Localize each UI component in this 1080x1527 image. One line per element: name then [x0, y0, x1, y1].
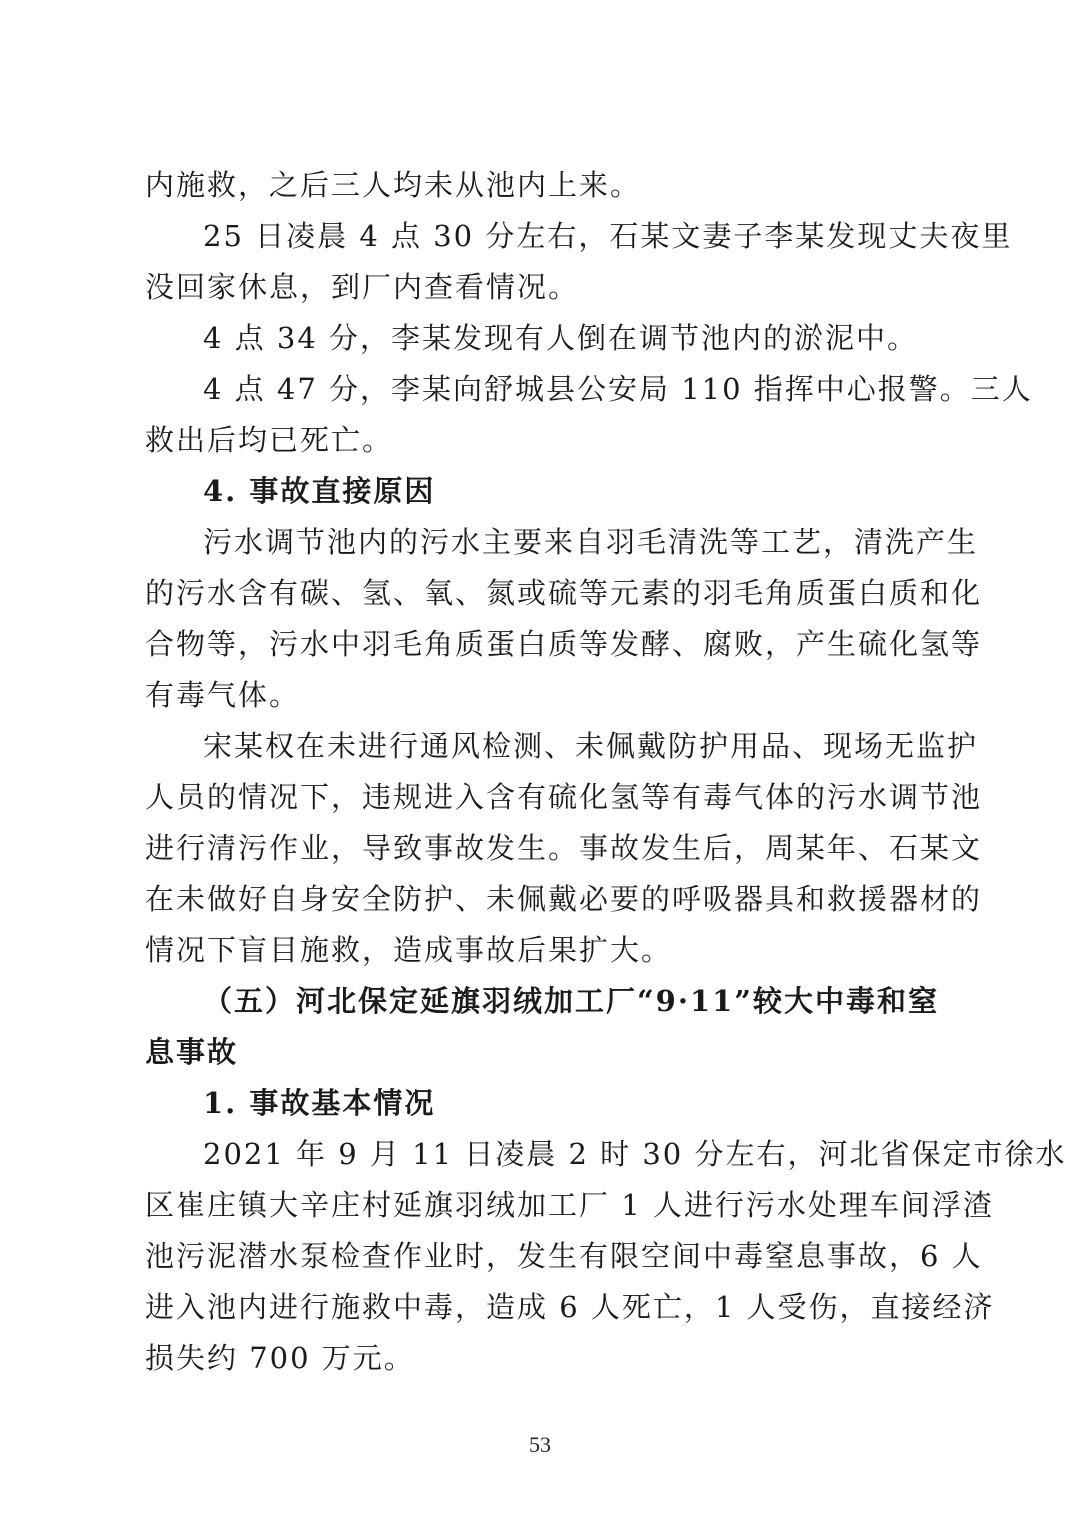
text-line: 损失约 700 万元。	[145, 1341, 415, 1375]
text-line: 没回家休息，到厂内查看情况。	[145, 270, 580, 304]
text-line: 池污泥潜水泵检查作业时，发生有限空间中毒窒息事故，6 人	[145, 1239, 983, 1273]
text-line: 情况下盲目施救，造成事故后果扩大。	[145, 933, 673, 967]
text-line: 内施救，之后三人均未从池内上来。	[145, 168, 642, 202]
text-line: 合物等，污水中羽毛角质蛋白质等发酵、腐败，产生硫化氢等	[145, 627, 983, 661]
text-line: 进行清污作业，导致事故发生。事故发生后，周某年、石某文	[145, 831, 983, 865]
text-line: 在未做好自身安全防护、未佩戴必要的呼吸器具和救援器材的	[145, 882, 983, 916]
document-body	[145, 160, 1067, 1384]
section-heading-line: 息事故	[145, 1035, 239, 1069]
text-line: 宋某权在未进行通风检测、未佩戴防护用品、现场无监护	[203, 729, 979, 763]
section-heading-line: （五）河北保定延旗羽绒加工厂“9·11”较大中毒和窒	[203, 984, 939, 1018]
page-number: 53	[529, 1432, 551, 1457]
text-line: 2021 年 9 月 11 日凌晨 2 时 30 分左右，河北省保定市徐水	[203, 1137, 1067, 1171]
section-heading-line: 1. 事故基本情况	[203, 1086, 436, 1120]
text-line: 污水调节池内的污水主要来自羽毛清洗等工艺，清洗产生	[203, 525, 979, 559]
text-line: 4 点 47 分，李某向舒城县公安局 110 指挥中心报警。三人	[203, 372, 1033, 406]
section-heading-line: 4. 事故直接原因	[203, 474, 436, 508]
text-line: 区崔庄镇大辛庄村延旗羽绒加工厂 1 人进行污水处理车间浮渣	[145, 1188, 994, 1222]
text-line: 的污水含有碳、氢、氧、氮或硫等元素的羽毛角质蛋白质和化	[145, 576, 983, 610]
text-line: 25 日凌晨 4 点 30 分左右，石某文妻子李某发现丈夫夜里	[203, 219, 1013, 253]
text-line: 有毒气体。	[145, 678, 301, 712]
text-line: 进入池内进行施救中毒，造成 6 人死亡，1 人受伤，直接经济	[145, 1290, 995, 1324]
text-line: 救出后均已死亡。	[145, 423, 394, 457]
text-line: 4 点 34 分，李某发现有人倒在调节池内的淤泥中。	[203, 321, 919, 355]
text-line: 人员的情况下，违规进入含有硫化氢等有毒气体的污水调节池	[145, 780, 983, 814]
